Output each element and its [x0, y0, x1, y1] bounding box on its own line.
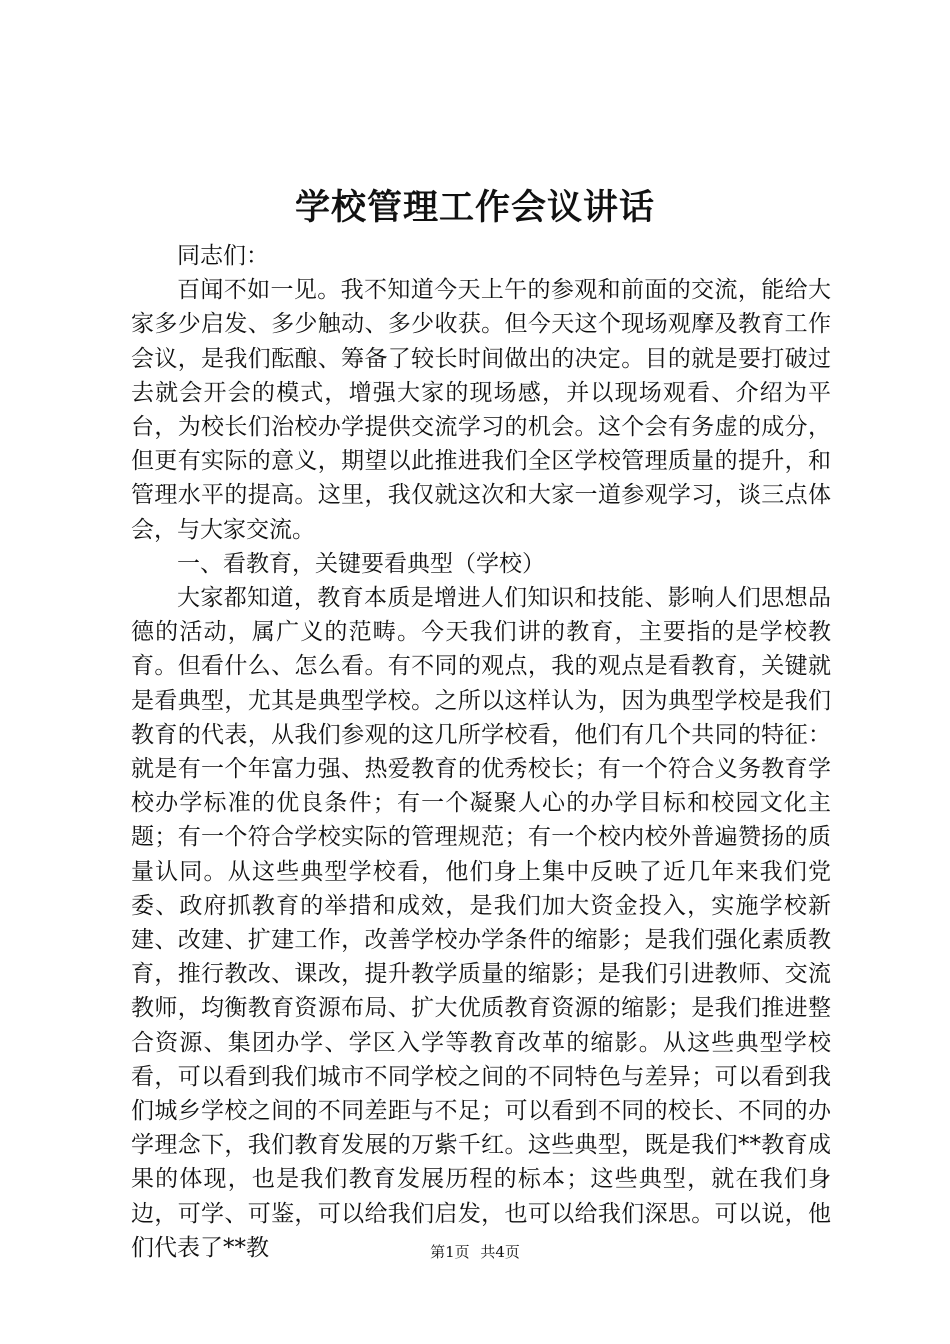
salutation-paragraph: 同志们：	[177, 243, 269, 269]
page-number: 第1页	[430, 1243, 470, 1261]
document-body	[131, 239, 831, 1265]
page-title: 学校管理工作会议讲话	[294, 187, 655, 228]
body-paragraph: 大家都知道，教育本质是增进人们知识和技能、影响人们思想品德的活动，属广义的范畴。今天我们讲的教育，主要指的是学校教育。但看什么、怎么看。有不同的观点，我的观点是看教育，关键就是看典型，尤其是典型学校。之所以这样认为，因为典型学校是我们教育的代表，从我们参观的这几所学校看，他们有几个共同的特征：就是有一个年富力强、热爱教育的优秀校长；有一个符合义务教育学校办学标准的优良条件；有一个凝聚人心的办学目标和校园文化主题；有一个符合学校实际的管理规范；有一个校内校外普遍赞扬的质量认同。从这些典型学校看，他们身上集中反映了近几年来我们党委、政府抓教育的举措和成效，是我们加大资金投入，实施学校新建、改建、扩建工作，改善学校办学条件的缩影；是我们强化素质教育，推行教改、课改，提升教学质量的缩影；是我们引进教师、交流教师，均衡教育资源布局、扩大优质教育资源的缩影；是我们推进整合资源、集团办学、学区入学等教育改革的缩影。从这些典型学校看，可以看到我们城市不同学校之间的不同特色与差异；可以看到我们城乡学校之间的不同差距与不足；可以看到不同的校长、不同的办学理念下，我们教育发展的万紫千红。这些典型，既是我们**教育成果的体现，也是我们教育发展历程的标本；这些典型，就在我们身边，可学、可鉴，可以给我们启发，也可以给我们深思。可以说，他们代表了**教	[131, 585, 831, 1261]
intro-paragraph: 百闻不如一见。我不知道今天上午的参观和前面的交流，能给大家多少启发、多少触动、多少收获。但今天这个现场观摩及教育工作会议，是我们酝酿、筹备了较长时间做出的决定。目的就是要打破过去就会开会的模式，增强大家的现场感，并以现场观看、介绍为平台，为校长们治校办学提供交流学习的机会。这个会有务虚的成分，但更有实际的意义，期望以此推进我们全区学校管理质量的提升，和管理水平的提高。这里，我仅就这次和大家一道参观学习，谈三点体会，与大家交流。	[131, 277, 831, 543]
section-heading: 一、看教育，关键要看典型（学校）	[177, 550, 545, 577]
page-footer	[0, 1242, 950, 1262]
page-total: 共4页	[480, 1243, 520, 1261]
